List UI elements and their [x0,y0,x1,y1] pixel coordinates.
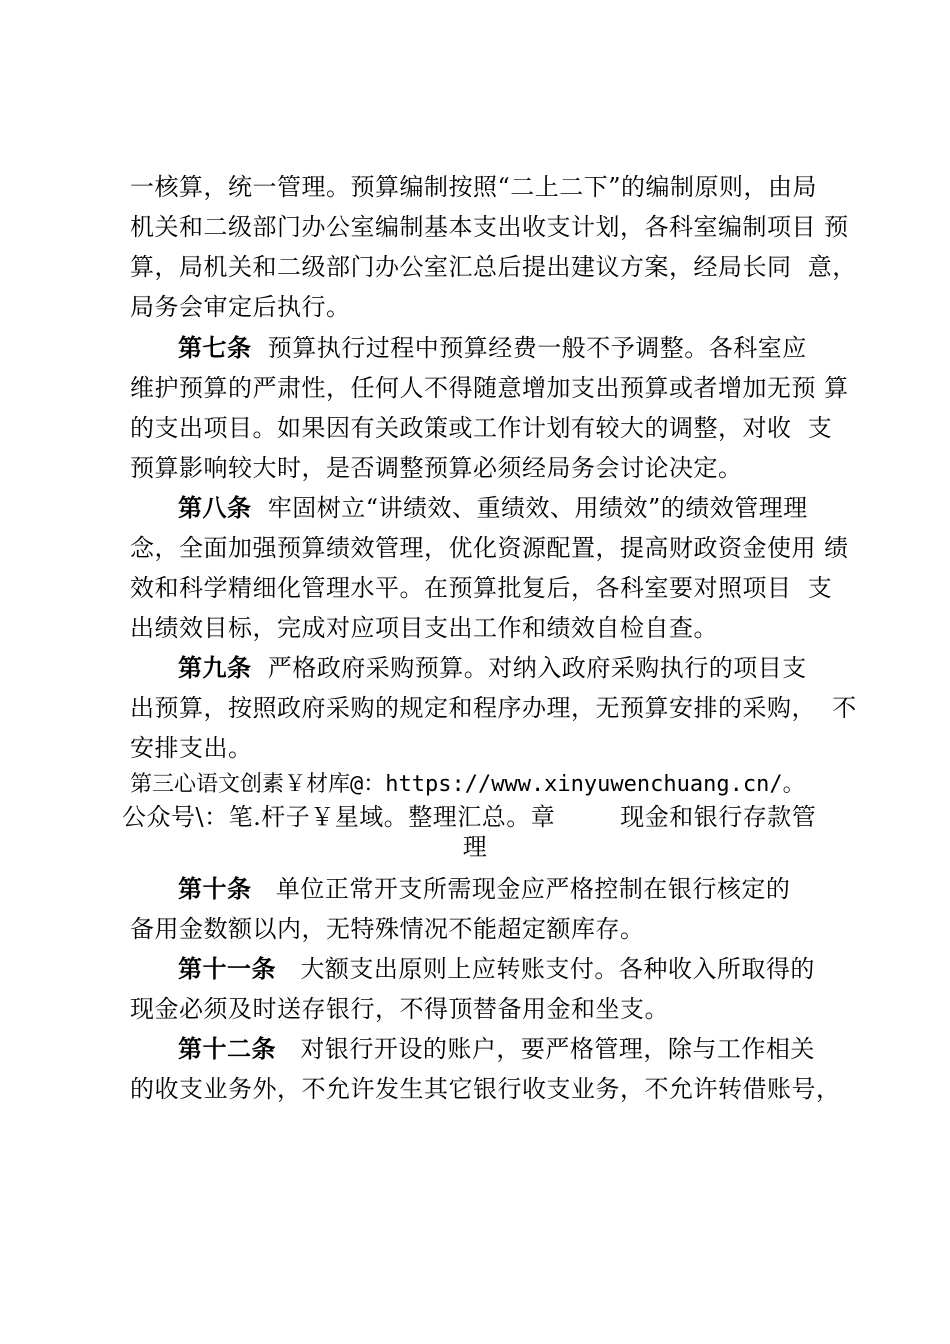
article-8-first-line [178,493,898,523]
text-line: 的支出项目。如果因有关政策或工作计划有较大的调整，对收 支 [130,414,833,442]
text-line: 出预算，按照政府采购的规定和程序办理，无预算安排的采购， 不 [130,694,857,722]
text-line: 牢固树立“讲绩效、重绩效、用绩效”的绩效管理理 [251,494,808,522]
text-line: 预算影响较大时，是否调整预算必须经局务会讨论决定。 [130,454,743,482]
text-line: 安排支出。 [130,734,253,762]
watermark-line: 第三心语文创素￥材库@：https://www.xinyuwenchuang.cn/。 [130,772,805,797]
article-11-heading: 第十一条 [178,954,276,983]
text-line: 局务会审定后执行。 [130,293,351,321]
text-line: 效和科学精细化管理水平。在预算批复后，各科室要对照项目 支 [130,574,833,602]
text-line: 现金必须及时送存银行，不得顶替备用金和坐支。 [130,995,669,1023]
watermark-chapter-line: 公众号\：笔.杆子￥星域。整理汇总。章 现金和银行存款管 [122,803,817,831]
article-12-first-line [178,1034,898,1064]
text-line: 预算执行过程中预算经费一般不予调整。各科室应 [251,334,807,362]
text-line: 算，局机关和二级部门办公室汇总后提出建议方案，经局长同 意， [130,253,857,281]
article-11-first-line [178,954,898,984]
text-line: 大额支出原则上应转账支付。各种收入所取得的 [276,955,815,983]
article-10-first-line [178,874,898,904]
text-line: 机关和二级部门办公室编制基本支出收支计划，各科室编制项目 预 [130,213,849,241]
text-line: 念，全面加强预算绩效管理，优化资源配置，提高财政资金使用 绩 [130,534,849,562]
text-line: 出绩效目标，完成对应项目支出工作和绩效自检自查。 [130,614,718,642]
article-12-heading: 第十二条 [178,1034,276,1063]
chapter-title-tail: 理 [462,833,488,861]
text-line: 的收支业务外，不允许发生其它银行收支业务，不允许转借账号， [130,1075,841,1103]
text-line: 单位正常开支所需现金应严格控制在银行核定的 [251,875,791,903]
article-8-heading: 第八条 [178,493,252,522]
article-9-first-line [178,653,898,683]
text-line: 备用金数额以内，无特殊情况不能超定额库存。 [130,915,645,943]
text-line: 维护预算的严肃性，任何人不得随意增加支出预算或者增加无预 算 [130,374,849,402]
article-10-heading: 第十条 [178,874,252,903]
article-9-heading: 第九条 [178,653,252,682]
text-line: 对银行开设的账户，要严格管理，除与工作相关 [276,1035,815,1063]
article-7-heading: 第七条 [178,333,252,362]
text-line: 严格政府采购预算。对纳入政府采购执行的项目支 [251,654,807,682]
text-line: 一核算，统一管理。预算编制按照“二上二下”的编制原则，由局 [130,173,818,201]
article-7-first-line [178,333,898,363]
